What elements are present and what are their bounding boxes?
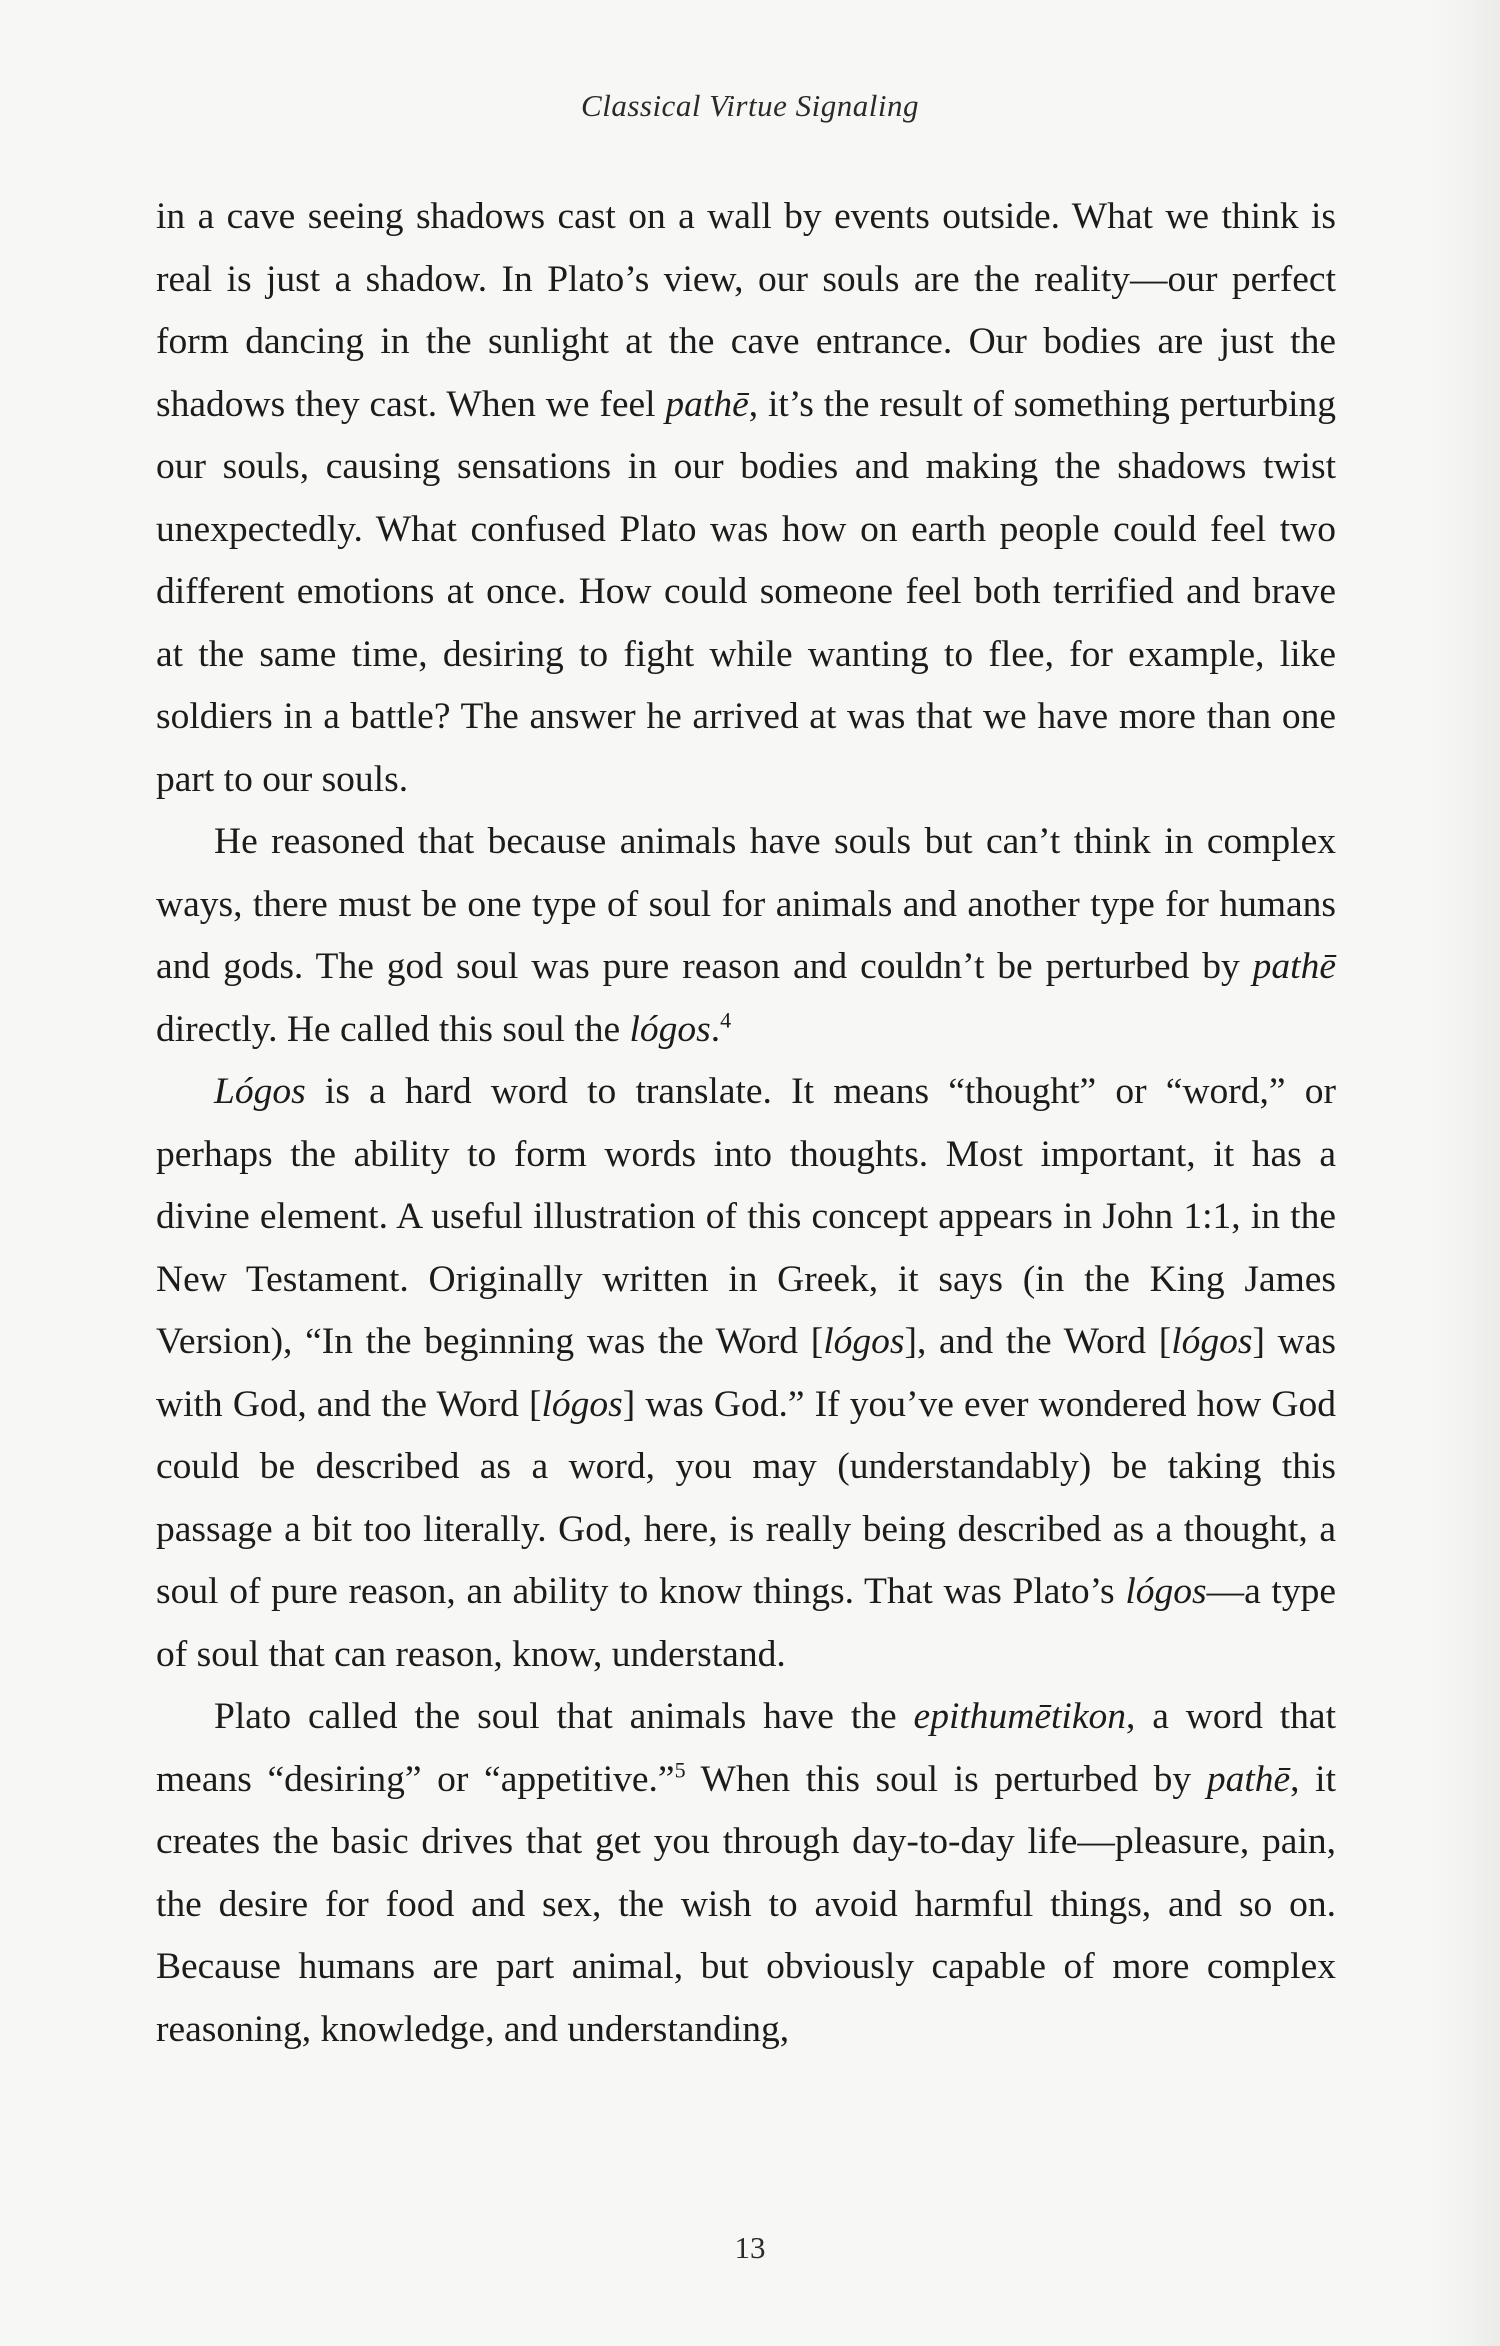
- running-head: Classical Virtue Signaling: [581, 88, 919, 123]
- italic-term: lógos: [1125, 1571, 1207, 1612]
- text-run: , it’s the result of something perturbing our souls, causing sensations in our bodies and making the shadows twist unexpectedly. What confused Plato was how on earth people could feel two different emotions at once. How could someone feel both terrified and brave at the same time, desiring to fight while wanting to flee, for example, like soldiers in a battle? The answer he arrived at was that we have more than one part to our souls.: [156, 383, 1336, 800]
- paragraph: [156, 1686, 1336, 2061]
- text-run: When this soul is perturbed by: [685, 1758, 1207, 1800]
- text-run: He reasoned that because animals have souls but can’t think in complex ways, there must be one type of soul for animals and another type for humans and gods. The god soul was pure reason and couldn’t be perturbed by: [156, 821, 1336, 987]
- text-run: in a cave seeing shadows cast on a wall by events outside. What we think is real is just a shadow. In Plato’s view, our souls are the reality—our perfect form dancing in the sunlight at the cave entrance. Our bodies are just the shadows they cast. When we feel: [156, 196, 1336, 425]
- paragraph: [156, 811, 1336, 1061]
- text-run: is a hard word to translate. It means “thought” or “word,” or perhaps the ability to form words into thoughts. Most important, it has a divine element. A useful illustration of this concept appears in John 1:1, in the New Testament. Originally written in Greek, it says (in the King James Version), “In the beginning was the Word [: [156, 1071, 1336, 1362]
- text-run: Plato called the soul that animals have the: [214, 1696, 914, 1737]
- italic-term: lógos: [629, 1008, 711, 1050]
- body-text: [156, 186, 1336, 2061]
- text-run: ], and the Word [: [904, 1321, 1172, 1362]
- italic-term: epithumētikon: [913, 1696, 1126, 1737]
- footnote-marker: 5: [674, 1757, 686, 1782]
- text-run: , a word that means “desiring” or “appetitive.”: [156, 1696, 1336, 1800]
- paragraph: [156, 186, 1336, 811]
- page-number: 13: [734, 2230, 766, 2265]
- page-edge-shadow: [1430, 0, 1500, 2346]
- text-run: .: [710, 1008, 721, 1050]
- text-run: ] was with God, and the Word [: [156, 1321, 1336, 1425]
- italic-term: pathē: [1252, 946, 1336, 987]
- italic-term: pathē: [665, 383, 749, 425]
- italic-term: lógos: [541, 1383, 623, 1425]
- italic-term: pathē: [1206, 1758, 1291, 1800]
- paragraph: [156, 1061, 1336, 1686]
- italic-term: lógos: [823, 1321, 905, 1362]
- footnote-marker: 4: [720, 1007, 732, 1032]
- italic-term: Lógos: [214, 1071, 306, 1112]
- text-run: directly. He called this soul the: [156, 1008, 630, 1050]
- text-run: , it creates the basic drives that get you through day-to-day life—pleasure, pain, the desire for food and sex, the wish to avoid harmful things, and so on. Because humans are part animal, but obviously capable of more complex reasoning, knowledge, and understanding,: [156, 1758, 1337, 2050]
- text-run: —a type of soul that can reason, know, understand.: [156, 1571, 1336, 1675]
- text-run: ] was God.” If you’ve ever wondered how God could be described as a word, you may (understandably) be taking this passage a bit too literally. God, here, is really being described as a thought, a soul of pure reason, an ability to know things. That was Plato’s: [156, 1383, 1336, 1612]
- italic-term: lógos: [1171, 1321, 1253, 1362]
